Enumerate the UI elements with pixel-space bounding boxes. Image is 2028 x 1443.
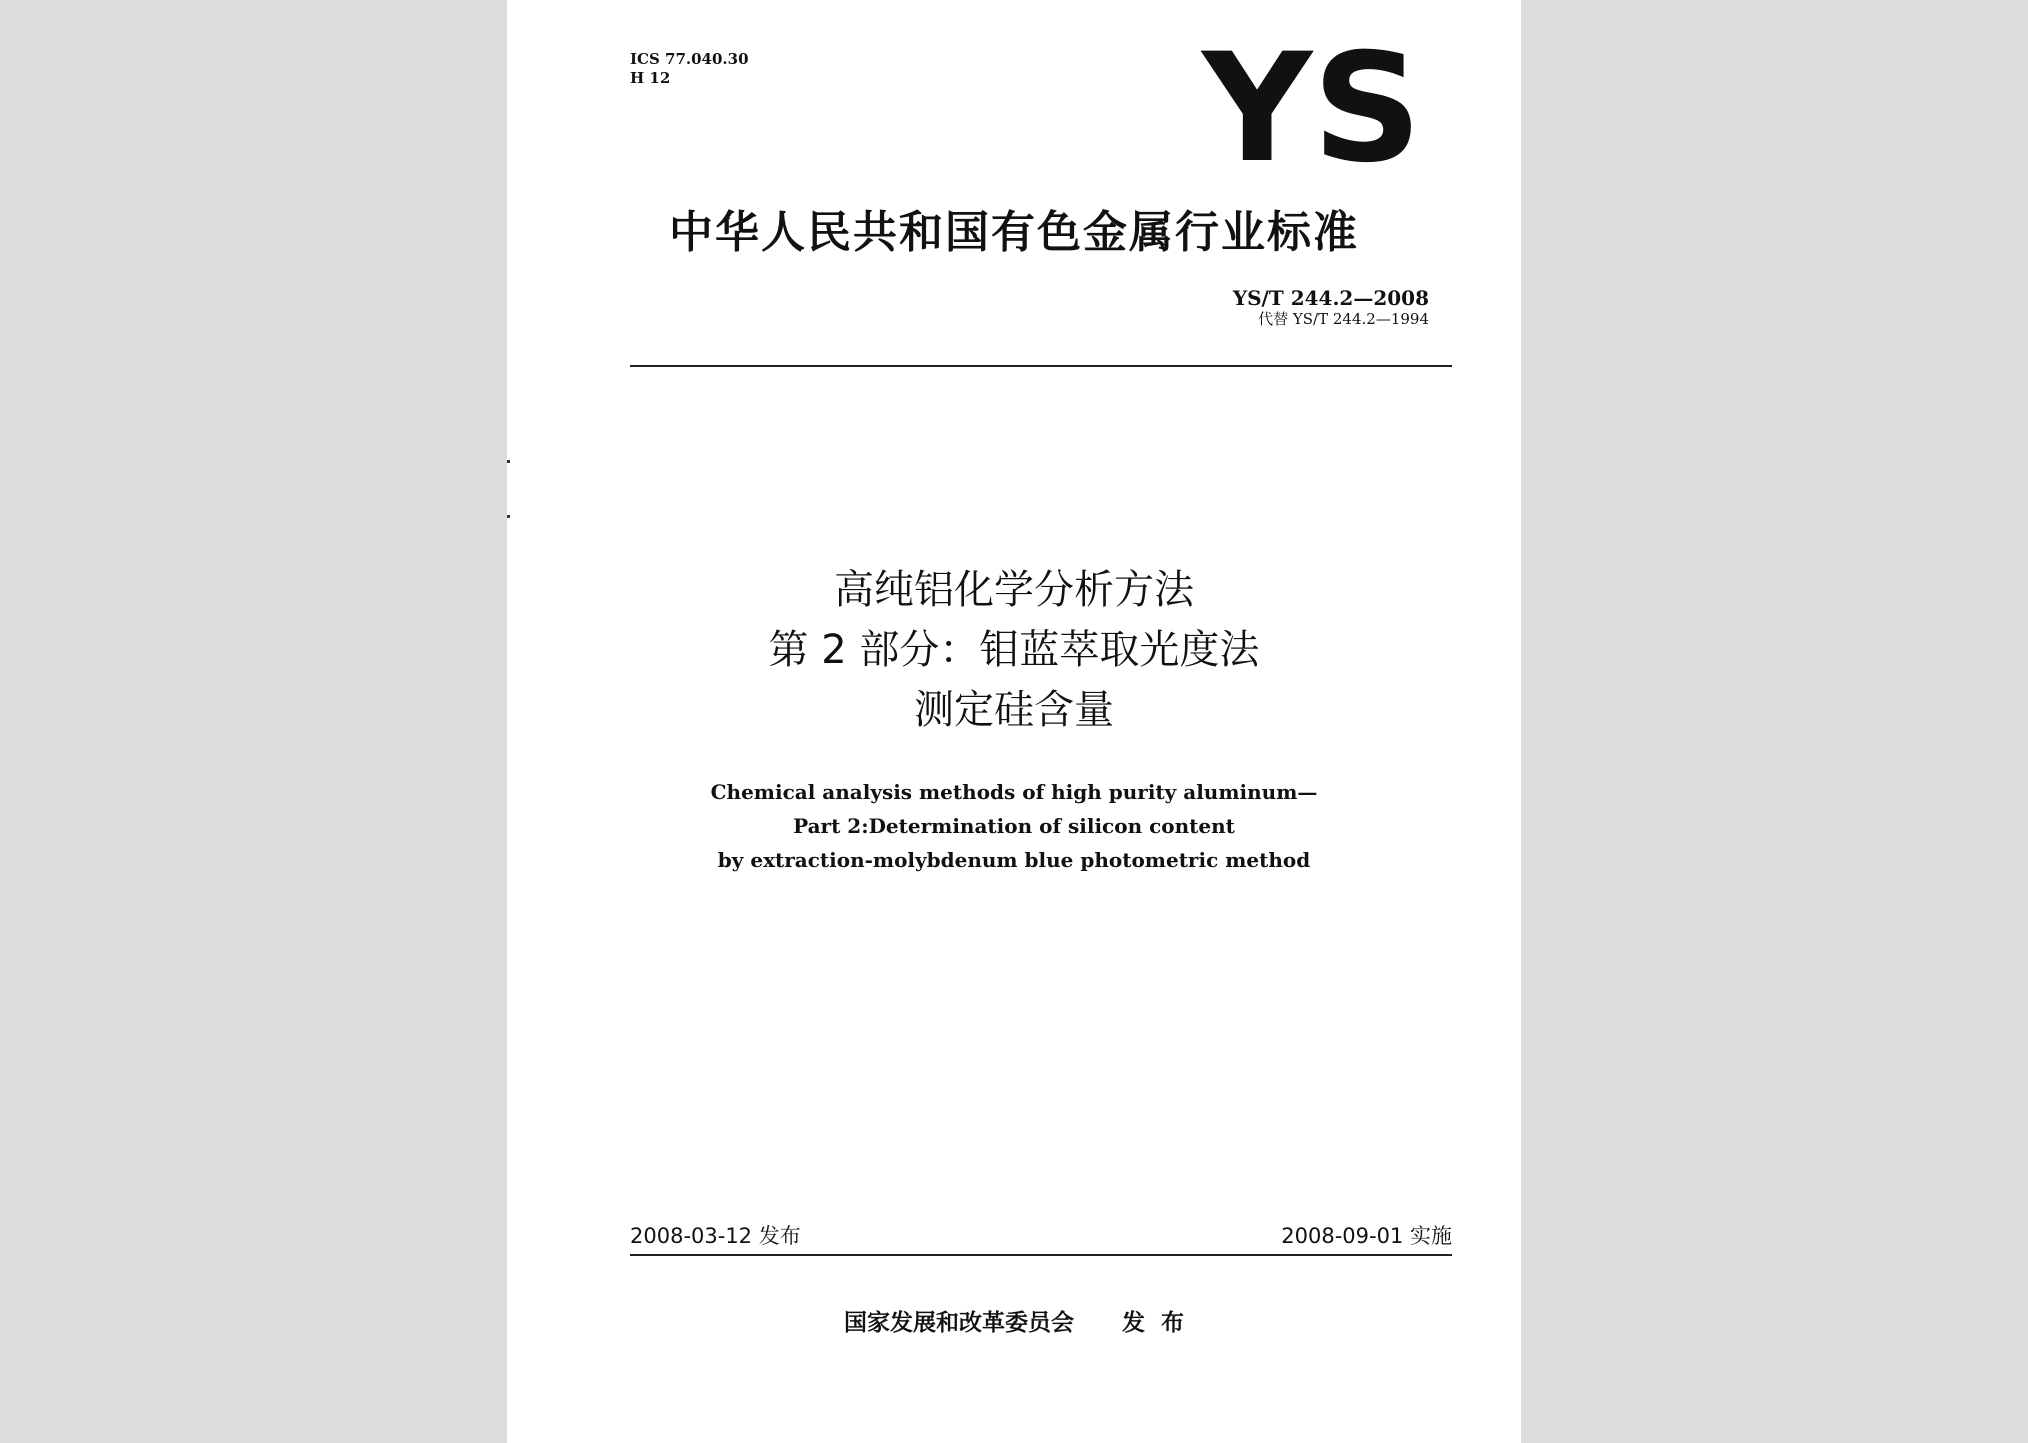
chinese-title xyxy=(507,560,1521,740)
document-page xyxy=(507,0,1521,1443)
margin-mark xyxy=(507,515,510,518)
ys-logo-text: YS xyxy=(1199,38,1422,168)
chinese-title-line: 测定硅含量 xyxy=(914,687,1114,733)
chinese-title-line: 高纯铝化学分析方法 xyxy=(834,567,1194,613)
standard-number: YS/T 244.2—2008 xyxy=(1232,286,1429,310)
standard-number-block xyxy=(1233,286,1429,329)
classification-codes xyxy=(630,50,749,88)
english-title-line: Chemical analysis methods of high purity aluminum— xyxy=(710,780,1318,804)
header-divider xyxy=(630,365,1452,367)
english-title-line: by extraction-molybdenum blue photometric method xyxy=(717,848,1311,872)
implement-date: 2008-09-01 实施 xyxy=(1281,1224,1452,1248)
chinese-title-line: 第 2 部分：钼蓝萃取光度法 xyxy=(768,627,1260,673)
english-title-line: Part 2:Determination of silicon content xyxy=(793,814,1235,838)
replaces-standard: 代替 YS/T 244.2—1994 xyxy=(1258,310,1429,328)
publish-date: 2008-03-12 发布 xyxy=(630,1224,801,1248)
ccs-code: H 12 xyxy=(630,69,671,87)
english-title xyxy=(507,775,1521,877)
ys-logo xyxy=(1197,38,1427,168)
standard-category-title: 中华人民共和国有色金属行业标准 xyxy=(669,207,1359,258)
ics-code: ICS 77.040.30 xyxy=(630,50,749,68)
issuing-authority: 国家发展和改革委员会 发 布 xyxy=(843,1310,1185,1336)
margin-mark xyxy=(507,460,510,463)
footer-divider xyxy=(630,1254,1452,1256)
